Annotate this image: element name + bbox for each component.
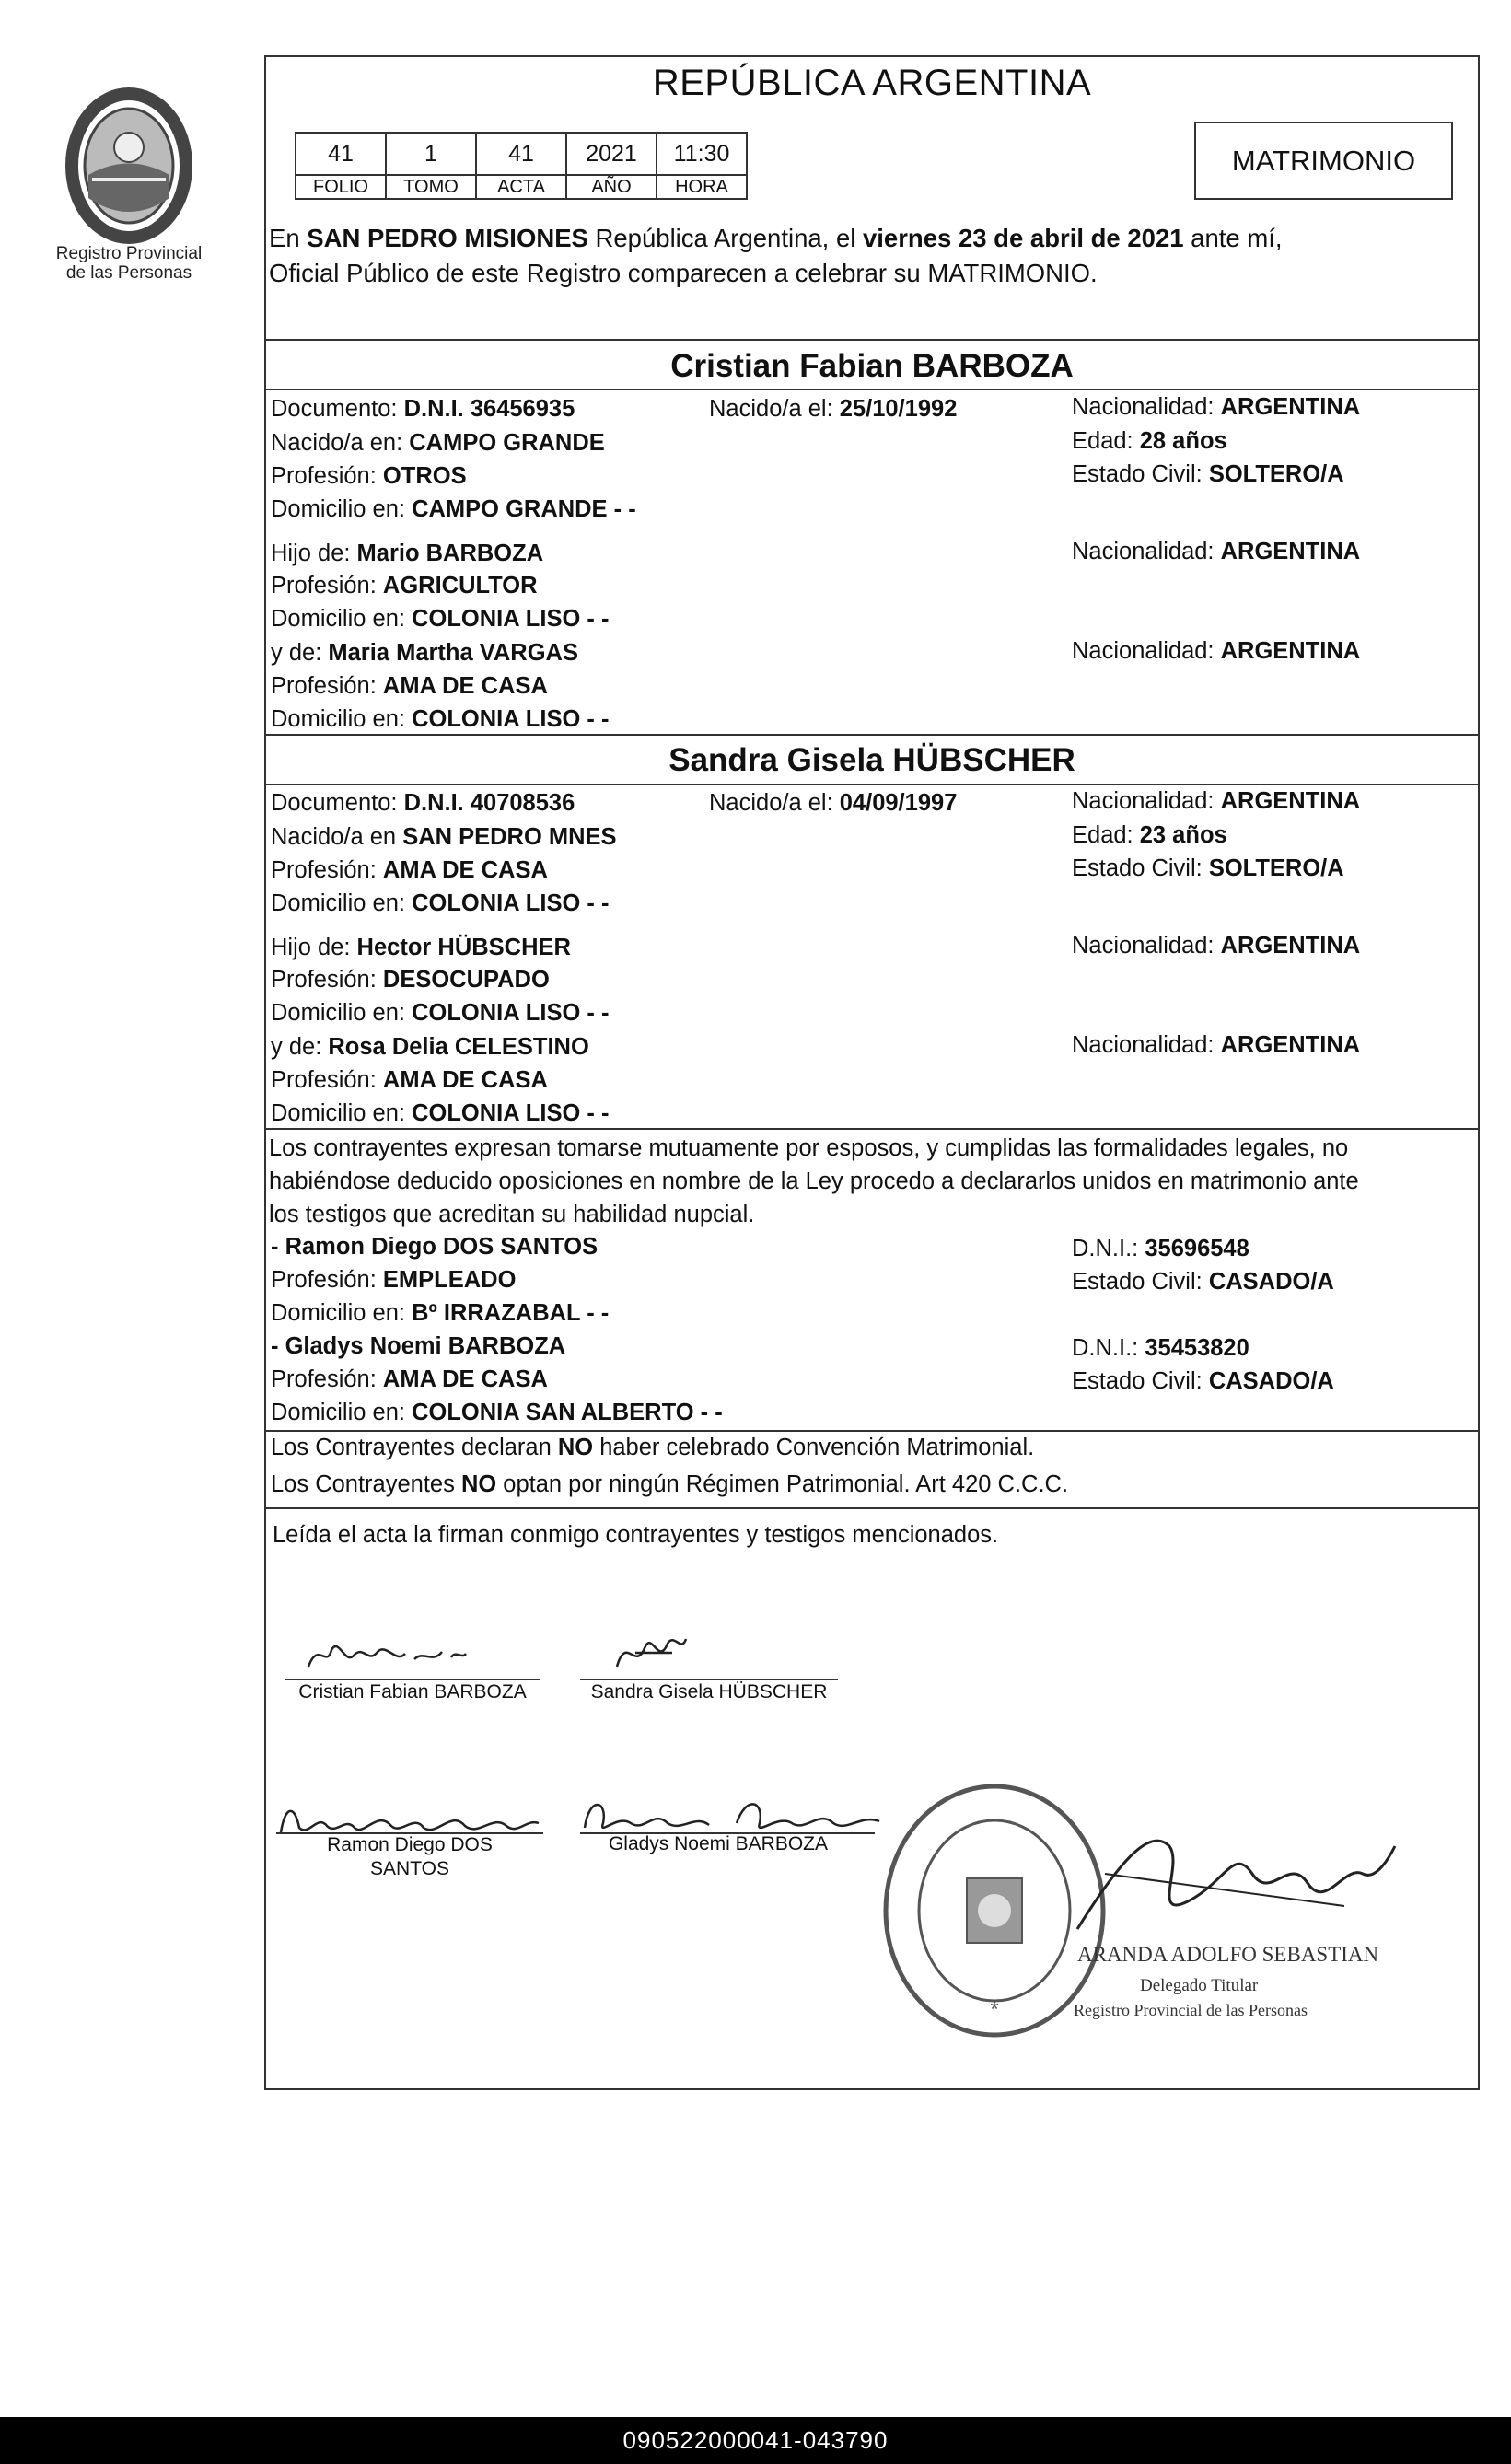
anio-label: AÑO [566, 175, 657, 199]
declaration-line: Los contrayentes expresan tomarse mutuamente por esposos, y cumplidas las formalidades legales, no [269, 1135, 1349, 1161]
signature-mark [608, 1625, 691, 1680]
signature-caption-witness2: Gladys Noemi BARBOZA [608, 1833, 829, 1854]
signature-caption-bride: Sandra Gisela HÜBSCHER [590, 1681, 828, 1703]
intro-text: República Argentina, el [587, 224, 863, 252]
document-code-bar: 090522000041-043790 [0, 2417, 1511, 2464]
person1-mother-profesion: Profesión: AMA DE CASA [271, 673, 548, 699]
witness2-profesion: Profesión: AMA DE CASA [271, 1366, 548, 1392]
logo-caption-line2: de las Personas [65, 263, 192, 283]
page-title: REPÚBLICA ARGENTINA [652, 63, 1092, 103]
divider [264, 389, 1480, 390]
convencion-line2: Los Contrayentes NO optan por ningún Régimen Patrimonial. Art 420 C.C.C. [271, 1471, 1069, 1497]
person2-mother-nacionalidad: Nacionalidad: ARGENTINA [1072, 1032, 1361, 1058]
person1-mother-domicilio: Domicilio en: COLONIA LISO - - [271, 706, 610, 732]
signature-line [285, 1679, 540, 1680]
acta-label: ACTA [476, 175, 566, 199]
signature-caption-groom: Cristian Fabian BARBOZA [298, 1681, 527, 1703]
registry-meta-table [295, 132, 748, 200]
coat-of-arms-icon [55, 87, 203, 244]
intro-place: SAN PEDRO MISIONES [307, 224, 588, 252]
person2-estado-civil: Estado Civil: SOLTERO/A [1072, 855, 1344, 881]
person1-father-name: Hijo de: Mario BARBOZA [271, 540, 544, 566]
person2-father-name: Hijo de: Hector HÜBSCHER [271, 935, 571, 960]
person2-nacido-en: Nacido/a en SAN PEDRO MNES [271, 824, 617, 850]
person2-father-domicilio: Domicilio en: COLONIA LISO - - [271, 1000, 610, 1026]
signature-mark [1068, 1819, 1400, 1947]
person1-nacionalidad: Nacionalidad: ARGENTINA [1072, 394, 1361, 420]
divider [264, 1507, 1480, 1509]
tomo-label: TOMO [386, 175, 476, 199]
person2-nacionalidad: Nacionalidad: ARGENTINA [1072, 788, 1361, 814]
person1-father-domicilio: Domicilio en: COLONIA LISO - - [271, 606, 610, 632]
tomo-value: 1 [386, 133, 476, 175]
convencion-line1: Los Contrayentes declaran NO haber celebrado Convención Matrimonial. [271, 1435, 1035, 1460]
hora-label: HORA [657, 175, 747, 199]
intro-paragraph [269, 221, 1475, 291]
witness2-domicilio: Domicilio en: COLONIA SAN ALBERTO - - [271, 1400, 723, 1425]
witness2-name: - Gladys Noemi BARBOZA [271, 1333, 566, 1359]
divider [264, 784, 1480, 785]
declaration-line: habiéndose deducido oposiciones en nombre de la Ley procedo a declararlos unidos en matrimonio ante [269, 1168, 1359, 1194]
signature-mark [304, 1632, 470, 1678]
official-title: Delegado Titular [1140, 1976, 1259, 1995]
person2-mother-name: y de: Rosa Delia CELESTINO [271, 1034, 589, 1060]
declaration-paragraph [269, 1132, 1477, 1231]
divider [264, 1128, 1480, 1130]
person2-nacido-el: Nacido/a el: 04/09/1997 [709, 790, 958, 816]
person2-domicilio: Domicilio en: COLONIA LISO - - [271, 890, 610, 916]
person1-edad: Edad: 28 años [1072, 428, 1227, 454]
witness1-domicilio: Domicilio en: Bº IRRAZABAL - - [271, 1300, 610, 1326]
folio-value: 41 [296, 133, 386, 175]
official-office: Registro Provincial de las Personas [1074, 2001, 1308, 2019]
official-name: ARANDA ADOLFO SEBASTIAN [1077, 1943, 1379, 1966]
divider [264, 339, 1480, 341]
person1-domicilio: Domicilio en: CAMPO GRANDE - - [271, 496, 636, 522]
person1-father-profesion: Profesión: AGRICULTOR [271, 573, 538, 599]
person1-estado-civil: Estado Civil: SOLTERO/A [1072, 461, 1344, 487]
person1-documento: Documento: D.N.I. 36456935 [271, 396, 575, 422]
person1-nacido-el: Nacido/a el: 25/10/1992 [709, 396, 958, 422]
signature-caption-line: SANTOS [370, 1858, 449, 1879]
signature-caption-witness1 [285, 1833, 534, 1881]
witness2-dni: D.N.I.: 35453820 [1072, 1335, 1249, 1361]
witness1-name: - Ramon Diego DOS SANTOS [271, 1234, 599, 1260]
person2-father-profesion: Profesión: DESOCUPADO [271, 967, 550, 993]
signature-line [580, 1679, 838, 1680]
person2-mother-domicilio: Domicilio en: COLONIA LISO - - [271, 1100, 610, 1126]
person1-nacido-en: Nacido/a en: CAMPO GRANDE [271, 430, 605, 456]
divider [264, 734, 1480, 736]
declaration-line: los testigos que acreditan su habilidad nupcial. [269, 1202, 755, 1227]
intro-date: viernes 23 de abril de 2021 [863, 224, 1184, 252]
person1-mother-name: y de: Maria Martha VARGAS [271, 640, 578, 666]
registry-logo [37, 87, 221, 283]
intro-text: En [269, 224, 308, 252]
anio-value: 2021 [566, 133, 657, 175]
person2-mother-profesion: Profesión: AMA DE CASA [271, 1067, 548, 1093]
witness1-dni: D.N.I.: 35696548 [1072, 1236, 1249, 1261]
witness1-estado-civil: Estado Civil: CASADO/A [1072, 1269, 1334, 1295]
person2-edad: Edad: 23 años [1072, 822, 1227, 848]
hora-value: 11:30 [657, 133, 747, 175]
person1-profesion: Profesión: OTROS [271, 463, 467, 489]
svg-text:*: * [990, 1997, 999, 2022]
person2-name: Sandra Gisela HÜBSCHER [668, 742, 1075, 778]
intro-line2: Oficial Público de este Registro comparecen a celebrar su MATRIMONIO. [269, 259, 1098, 287]
person1-name: Cristian Fabian BARBOZA [670, 348, 1074, 384]
intro-text: ante mí, [1183, 224, 1283, 252]
acta-value: 41 [476, 133, 566, 175]
divider [264, 1430, 1480, 1432]
witness1-profesion: Profesión: EMPLEADO [271, 1267, 517, 1293]
signature-caption-line: Ramon Diego DOS [327, 1834, 493, 1855]
closing-text: Leída el acta la firman conmigo contrayentes y testigos mencionados. [273, 1522, 999, 1548]
document-type-box: MATRIMONIO [1194, 122, 1453, 200]
person2-profesion: Profesión: AMA DE CASA [271, 857, 548, 883]
logo-caption-line1: Registro Provincial [55, 244, 203, 263]
witness2-estado-civil: Estado Civil: CASADO/A [1072, 1368, 1334, 1394]
person1-father-nacionalidad: Nacionalidad: ARGENTINA [1072, 539, 1361, 564]
person2-documento: Documento: D.N.I. 40708536 [271, 790, 575, 816]
person2-father-nacionalidad: Nacionalidad: ARGENTINA [1072, 933, 1361, 959]
folio-label: FOLIO [296, 175, 386, 199]
person1-mother-nacionalidad: Nacionalidad: ARGENTINA [1072, 638, 1361, 664]
